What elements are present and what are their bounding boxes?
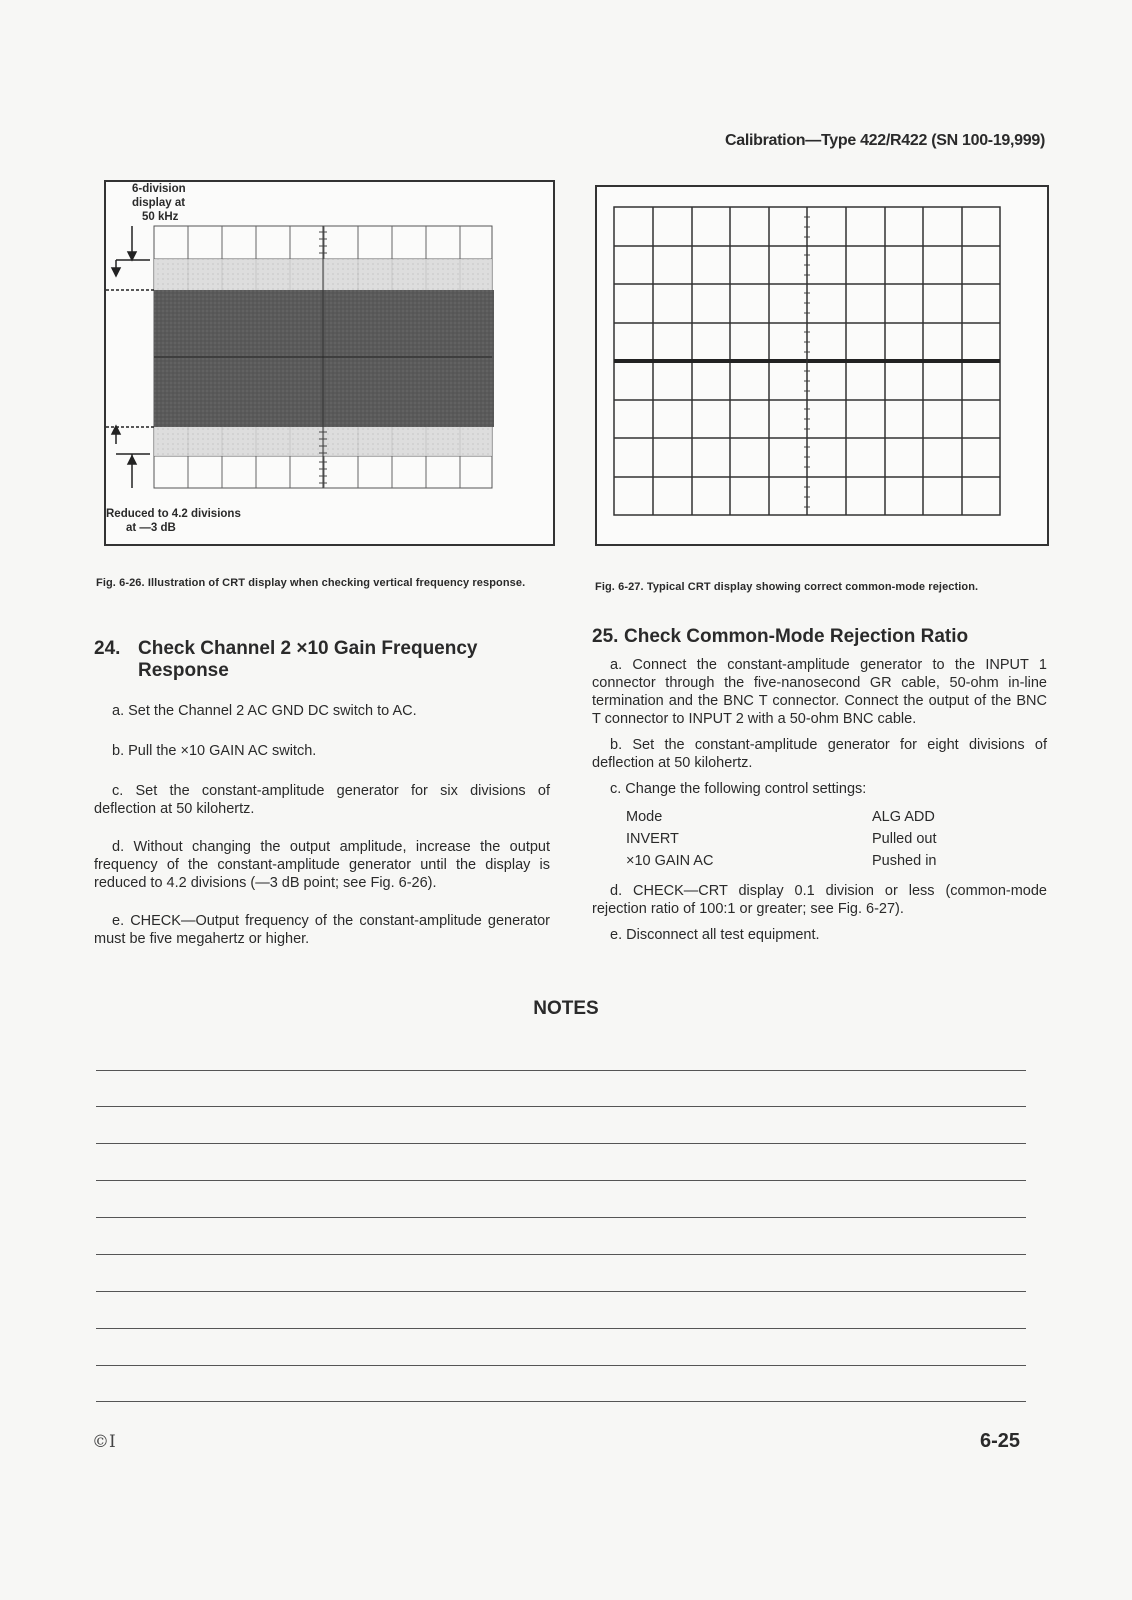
caption-fig-6-26: Fig. 6-26. Illustration of CRT display when checking vertical frequency response. [96,577,526,589]
section-25-title: Check Common-Mode Rejection Ratio [624,626,969,647]
crt-display-6-26 [106,182,553,544]
setting-value: Pulled out [872,831,937,847]
settings-row [626,850,962,872]
top-label-line-2: display at [132,197,186,209]
notes-line [96,1143,1026,1144]
control-settings-table [626,806,962,872]
settings-row [626,806,962,828]
caption-fig-6-27: Fig. 6-27. Typical CRT display showing correct common-mode rejection. [595,581,979,593]
copyright-mark: ©Ⅰ [92,1432,116,1452]
measurement-arrows [106,226,154,488]
section-25-step-a: a. Connect the constant-amplitude generator to the INPUT 1 connector through the five-nanosecond GR cable, 50-ohm in-line termination and the BNC T connector. Connect the output of the BNC T connector to INPUT 2 with a 50-ohm BNC cable. [592,657,1047,727]
section-24-step-d: d. Without changing the output amplitude, increase the output frequency of the constant-amplitude generator until the display is reduced to 4.2 divisions (—3 dB point; see Fig. 6-26). [94,839,550,891]
setting-control: ×10 GAIN AC [626,853,714,869]
notes-line [96,1180,1026,1181]
section-24-title-line1: Check Channel 2 ×10 Gain Frequency [138,638,478,659]
notes-line [96,1106,1026,1107]
section-24-number: 24. [94,638,121,659]
section-24-step-b: b. Pull the ×10 GAIN AC switch. [112,743,317,759]
notes-line [96,1365,1026,1366]
notes-line [96,1401,1026,1402]
figure-6-27 [595,185,1049,546]
bottom-label-line-2: at —3 dB [126,522,176,534]
top-label-line-1: 6-division [132,183,186,195]
crt-display-6-27 [597,187,1047,544]
notes-line [96,1291,1026,1292]
setting-control: INVERT [626,831,679,847]
section-25 [592,626,1047,952]
reduced-envelope [154,290,494,427]
setting-value: ALG ADD [872,809,935,825]
section-24-step-a: a. Set the Channel 2 AC GND DC switch to AC. [112,703,417,719]
top-label-line-3: 50 kHz [142,211,179,223]
fig26-bottom-label [106,507,241,535]
section-25-number: 25. [592,626,619,647]
running-head: Calibration—Type 422/R422 (SN 100-19,999) [725,132,1045,149]
setting-value: Pushed in [872,853,937,869]
section-25-step-b: b. Set the constant-amplitude generator for eight divisions of deflection at 50 kilohertz. [592,737,1047,771]
section-24-step-c: c. Set the constant-amplitude generator for six divisions of deflection at 50 kilohertz. [94,783,550,817]
section-25-step-e: e. Disconnect all test equipment. [610,927,820,943]
section-24-heading [94,638,550,682]
section-24-step-e: e. CHECK—Output frequency of the constant-amplitude generator must be five megahertz or higher. [94,913,550,947]
notes-line [96,1070,1026,1071]
notes-line [96,1254,1026,1255]
section-24-title-line2: Response [138,660,229,681]
fig26-top-label [132,182,186,224]
section-24 [94,638,550,962]
page-number: 6-25 [979,1430,1020,1452]
bottom-label-line-1: Reduced to 4.2 divisions [106,508,241,520]
section-25-step-d: d. CHECK—CRT display 0.1 division or less (common-mode rejection ratio of 100:1 or greater; see Fig. 6-27). [592,883,1047,917]
notes-line [96,1328,1026,1329]
setting-control: Mode [626,809,663,825]
figure-6-26 [104,180,555,546]
notes-line [96,1217,1026,1218]
section-25-step-c: c. Change the following control settings: [610,781,867,797]
notes-title: NOTES [533,998,599,1019]
settings-row [626,828,962,850]
section-25-heading [592,626,1047,648]
